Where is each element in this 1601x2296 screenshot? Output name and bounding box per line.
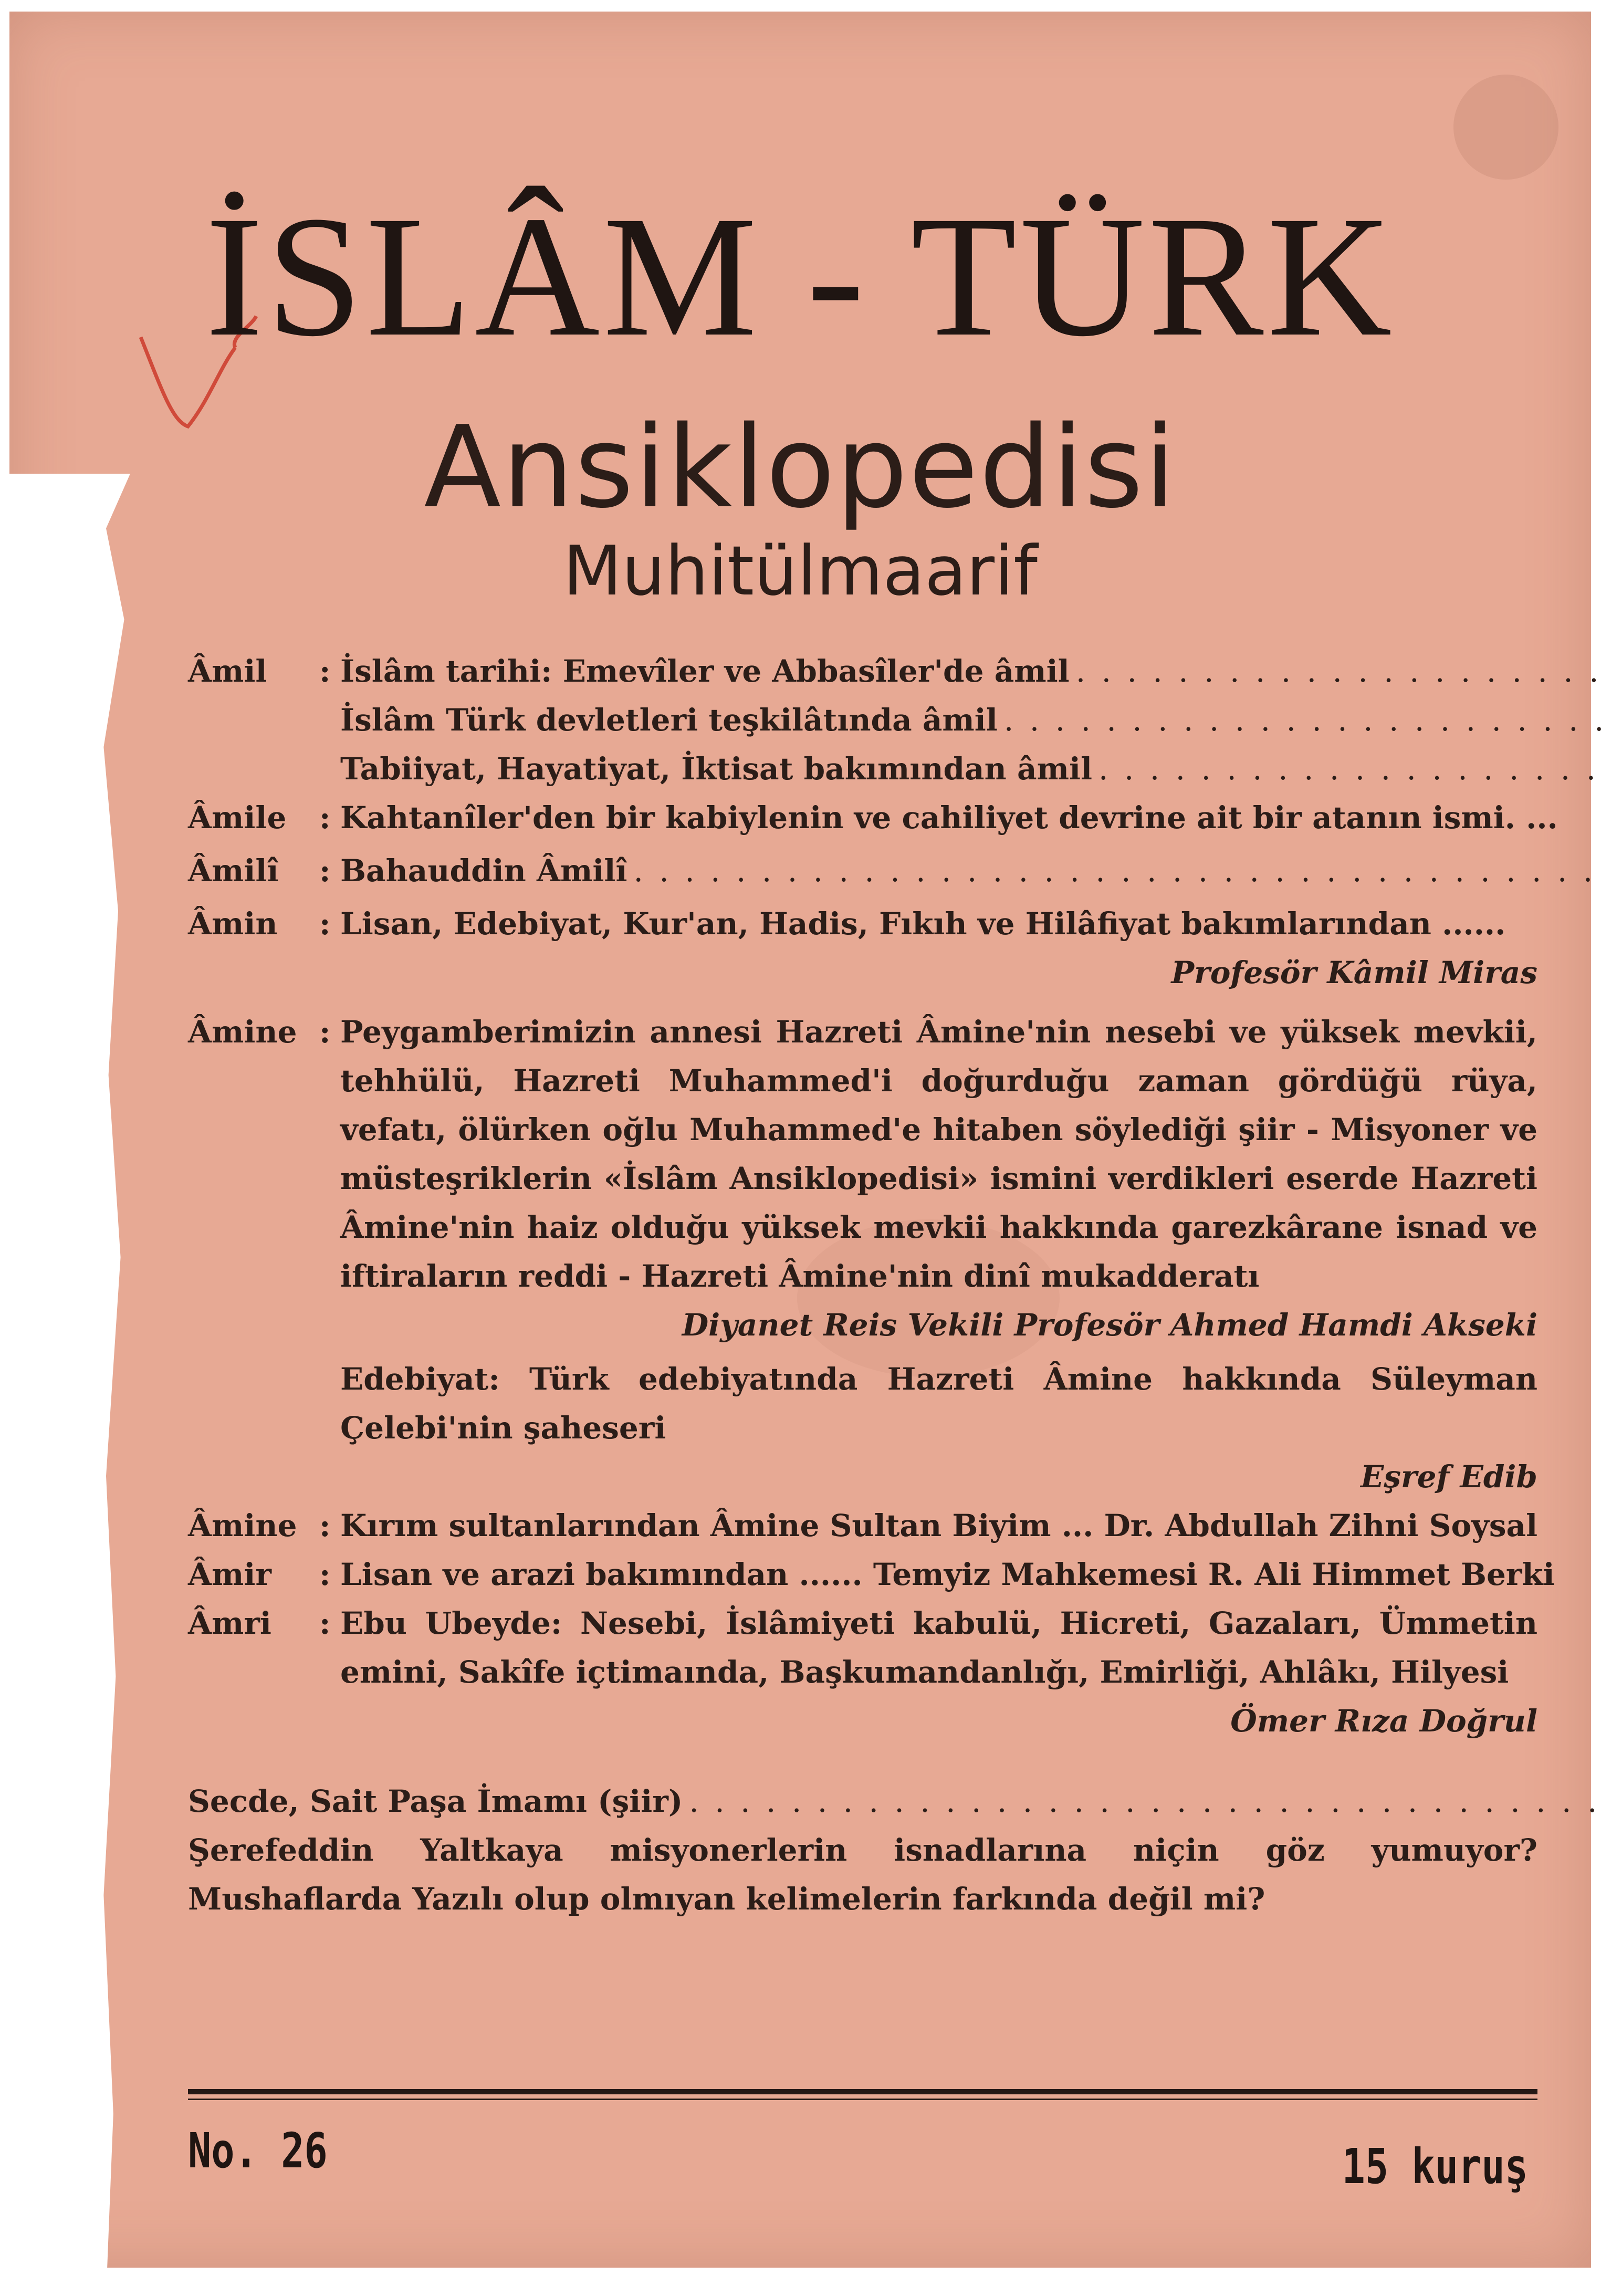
toc-row xyxy=(188,696,1537,745)
entry-author: Profesör Kâmil Miras xyxy=(1171,948,1537,997)
entry-text: Kırım sultanlarından Âmine Sultan Biyim ... Dr. Abdullah Zihni Soysal xyxy=(340,1501,1537,1550)
toc-row xyxy=(188,1599,1537,1697)
table-of-contents xyxy=(188,647,1537,1924)
entry-text: Bahauddin Âmilî xyxy=(340,847,627,895)
entry-term: Âmine xyxy=(188,1008,319,1057)
entry-text: Kahtanîler'den bir kabiylenin ve cahiliyet devrine ait bir atanın ismi. ... xyxy=(340,794,1558,842)
colon: : xyxy=(319,647,340,696)
entry-author: Ömer Rıza Doğrul xyxy=(1230,1697,1537,1746)
entry-term: Âmir xyxy=(188,1550,319,1599)
extra-text: Secde, Sait Paşa İmamı (şiir) xyxy=(188,1777,683,1826)
colon: : xyxy=(319,1008,340,1057)
toc-line xyxy=(340,900,1537,948)
colon: : xyxy=(319,1501,340,1550)
extra-question: Şerefeddin Yaltkaya misyonerlerin isnadlarına niçin göz yumuyor? Mushaflarda Yazılı olup olmıyan kelimelerin farkında değil mi? xyxy=(188,1826,1537,1924)
toc-row xyxy=(188,948,1537,997)
entry-text: İslâm Türk devletleri teşkilâtında âmil xyxy=(340,696,998,745)
entry-author: Diyanet Reis Vekili Profesör Ahmed Hamdi Akseki xyxy=(682,1301,1537,1350)
toc-row xyxy=(188,1008,1537,1301)
toc-row xyxy=(188,1501,1537,1550)
entry-paragraph: Ebu Ubeyde: Nesebi, İslâmiyeti kabulü, Hicreti, Gazaları, Ümmetin emini, Sakîfe içtimaında, Başkumandanlığı, Emirliği, Ahlâkı, Hilyesi xyxy=(340,1599,1537,1697)
leader-dots xyxy=(689,1777,1601,1826)
toc-row xyxy=(188,1550,1537,1599)
entry-author: Eşref Edib xyxy=(1361,1453,1537,1501)
colon: : xyxy=(319,847,340,895)
toc-line xyxy=(340,696,1601,745)
leader-dots xyxy=(1098,745,1601,794)
entry-term: Âmin xyxy=(188,900,319,948)
paper-stain xyxy=(1453,75,1558,180)
colon: : xyxy=(319,1599,340,1648)
entry-term: Âmile xyxy=(188,794,319,842)
entry-paragraph: Peygamberimizin annesi Hazreti Âmine'nin nesebi ve yüksek mevkii, tehhülü, Hazreti Muhammed'i doğurduğu zaman gördüğü rüya, vefatı, ölürken oğlu Muhammed'e hitaben söylediği şiir - Misyoner ve müsteşriklerin «İslâm Ansiklopedisi» ismini verdikleri eserde Hazreti Âmine'nin haiz olduğu yüksek mevkii hakkında garezkârane isnad ve iftiraların reddi - Hazreti Âmine'nin dinî mukadderatı xyxy=(340,1008,1537,1301)
toc-row xyxy=(188,794,1537,842)
toc-row xyxy=(188,1453,1537,1501)
entry-term: Âmine xyxy=(188,1501,319,1550)
toc-line xyxy=(340,745,1601,794)
colon: : xyxy=(319,900,340,948)
issue-number: No. 26 xyxy=(188,2123,328,2179)
toc-line xyxy=(188,1777,1601,1826)
toc-row xyxy=(188,900,1537,948)
colon: : xyxy=(319,794,340,842)
toc-row xyxy=(188,1355,1537,1453)
toc-row xyxy=(188,1301,1537,1350)
entry-term: Âmilî xyxy=(188,847,319,895)
entry-text: Lisan, Edebiyat, Kur'an, Hadis, Fıkıh ve Hilâfiyat bakımlarından ...... xyxy=(340,900,1505,948)
toc-line xyxy=(340,1550,1555,1599)
toc-row xyxy=(188,1697,1537,1746)
toc-line xyxy=(340,847,1601,895)
masthead-subtitle: Ansiklopedisi xyxy=(9,411,1591,524)
entry-text: Tabiiyat, Hayatiyat, İktisat bakımından âmil xyxy=(340,745,1092,794)
toc-line xyxy=(340,794,1558,842)
colon: : xyxy=(319,1550,340,1599)
leader-dots xyxy=(1076,647,1601,696)
toc-row xyxy=(188,1826,1537,1924)
torn-edge xyxy=(9,474,130,2296)
toc-row xyxy=(188,745,1537,794)
entry-term: Âmri xyxy=(188,1599,319,1648)
footer-rule xyxy=(188,2099,1537,2100)
masthead-subsubtitle: Muhitülmaarif xyxy=(9,537,1591,605)
magazine-page xyxy=(9,12,1591,2268)
toc-line xyxy=(340,1501,1537,1550)
price: 15 kuruş xyxy=(1342,2138,1528,2195)
toc-row xyxy=(188,847,1537,895)
footer-rule xyxy=(188,2089,1537,2094)
toc-row xyxy=(188,1777,1537,1826)
entry-text: Lisan ve arazi bakımından ...... Temyiz Mahkemesi R. Ali Himmet Berki xyxy=(340,1550,1555,1599)
toc-row xyxy=(188,647,1537,696)
toc-line xyxy=(340,647,1601,696)
entry-text: İslâm tarihi: Emevîler ve Abbasîler'de âmil xyxy=(340,647,1070,696)
entry-term: Âmil xyxy=(188,647,319,696)
entry-paragraph: Edebiyat: Türk edebiyatında Hazreti Âmine hakkında Süleyman Çelebi'nin şaheseri xyxy=(340,1355,1537,1453)
leader-dots xyxy=(634,847,1601,895)
masthead-title: İSLÂM - TÜRK xyxy=(9,190,1591,363)
leader-dots xyxy=(1004,696,1601,745)
